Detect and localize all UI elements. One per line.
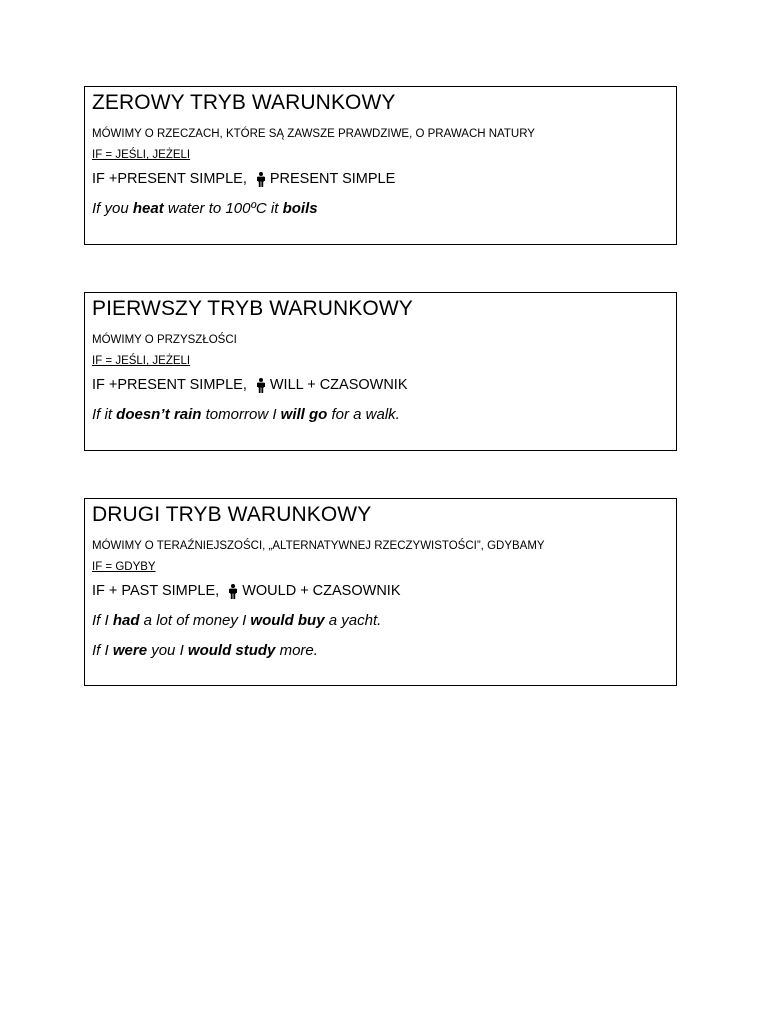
formula	[92, 375, 669, 395]
if-definition: IF = GDYBY	[92, 561, 156, 573]
example-sentence	[92, 405, 669, 425]
section-title: ZEROWY TRYB WARUNKOWY	[92, 91, 396, 114]
example-text: If I	[92, 612, 113, 629]
formula-left: IF +PRESENT SIMPLE,	[92, 171, 247, 187]
person-icon	[255, 378, 267, 393]
person-icon	[227, 584, 239, 599]
formula-right: WOULD + CZASOWNIK	[242, 583, 401, 599]
example-sentence	[92, 641, 669, 661]
example-text: for a walk.	[327, 406, 400, 423]
example-text: water to 100ºC it	[163, 200, 283, 217]
section-zero-conditional	[84, 86, 677, 245]
section-title: DRUGI TRYB WARUNKOWY	[92, 503, 372, 526]
section-description: MÓWIMY O TERAŹNIEJSZOŚCI, „ALTERNATYWNEJ RZECZYWISTOŚCI”, GDYBAMY	[92, 540, 545, 552]
formula-right: WILL + CZASOWNIK	[269, 377, 408, 393]
example-sentence	[92, 611, 669, 631]
formula-left: IF +PRESENT SIMPLE,	[92, 377, 247, 393]
example-bold-text: heat	[132, 200, 164, 217]
example-bold-text: would buy	[250, 612, 325, 629]
formula	[92, 169, 669, 189]
example-sentence	[92, 199, 669, 219]
if-definition: IF = JEŚLI, JEŻELI	[92, 149, 191, 161]
example-text: more.	[275, 642, 318, 659]
section-second-conditional	[84, 498, 677, 686]
example-text: tomorrow I	[201, 406, 281, 423]
example-bold-text: will go	[280, 406, 328, 423]
formula	[92, 581, 669, 601]
example-bold-text: had	[112, 612, 140, 629]
section-description: MÓWIMY O PRZYSZŁOŚCI	[92, 334, 237, 346]
example-text: a yacht.	[324, 612, 382, 629]
example-bold-text: would study	[187, 642, 276, 659]
section-title: PIERWSZY TRYB WARUNKOWY	[92, 297, 413, 320]
example-text: If it	[92, 406, 117, 423]
example-text: If you	[92, 200, 133, 217]
formula-right: PRESENT SIMPLE	[269, 171, 396, 187]
if-definition: IF = JEŚLI, JEŻELI	[92, 355, 191, 367]
formula-left: IF + PAST SIMPLE,	[92, 583, 220, 599]
example-bold-text: doesn’t rain	[116, 406, 202, 423]
example-bold-text: were	[112, 642, 148, 659]
section-first-conditional	[84, 292, 677, 451]
example-bold-text: boils	[282, 200, 318, 217]
example-text: a lot of money I	[139, 612, 251, 629]
section-description: MÓWIMY O RZECZACH, KTÓRE SĄ ZAWSZE PRAWDZIWE, O PRAWACH NATURY	[92, 128, 535, 140]
person-icon	[255, 172, 267, 187]
example-text: If I	[92, 642, 113, 659]
example-text: you I	[147, 642, 188, 659]
